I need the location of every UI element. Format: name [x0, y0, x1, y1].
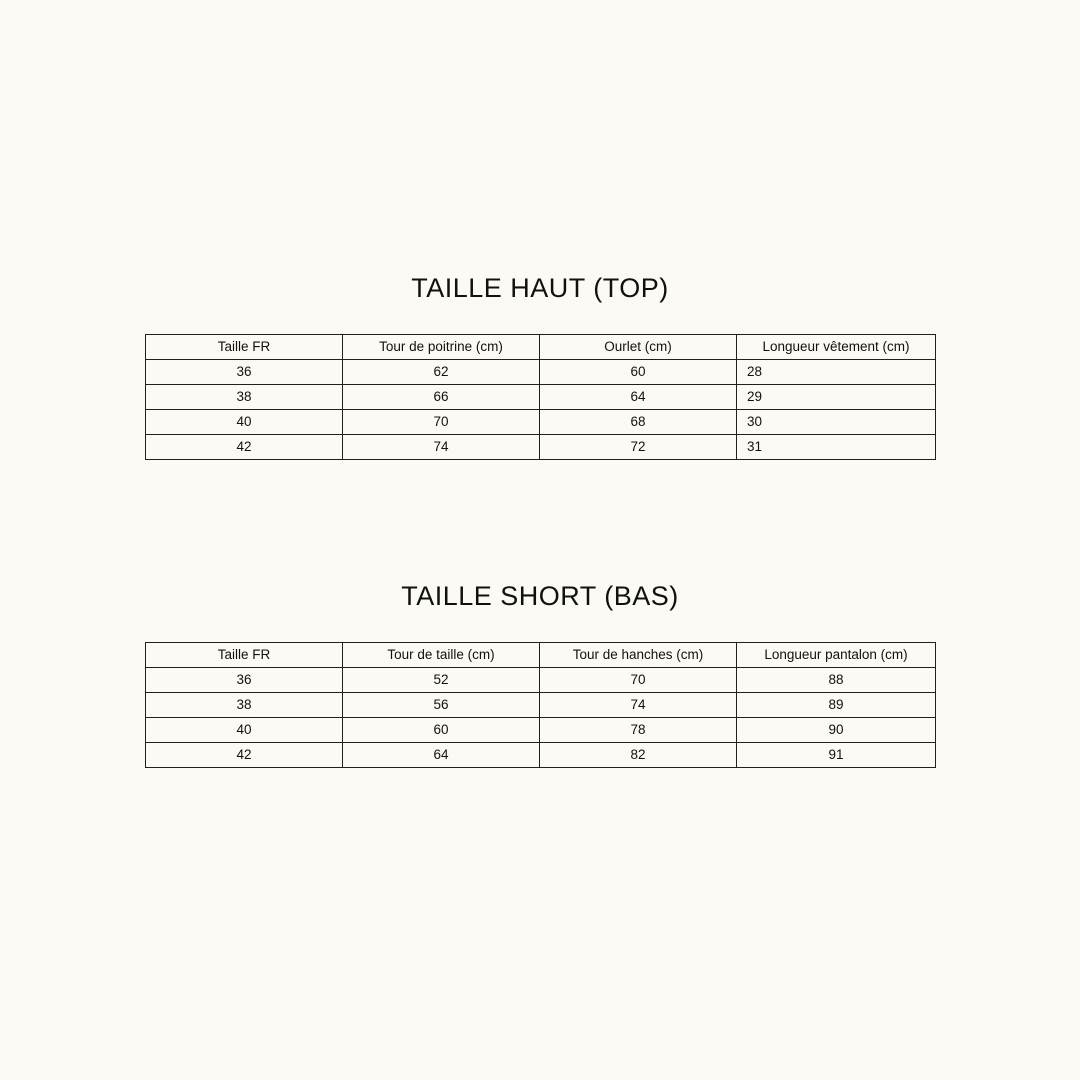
cell-value: 91 — [737, 743, 936, 768]
table-row — [146, 410, 936, 435]
cell-value: 88 — [737, 668, 936, 693]
cell-size: 40 — [146, 718, 343, 743]
table-header-row — [146, 335, 936, 360]
table-row — [146, 718, 936, 743]
table-row — [146, 360, 936, 385]
cell-size: 42 — [146, 743, 343, 768]
cell-value: 68 — [540, 410, 737, 435]
cell-value: 78 — [540, 718, 737, 743]
cell-value: 31 — [737, 435, 936, 460]
table-header-row — [146, 643, 936, 668]
cell-value: 30 — [737, 410, 936, 435]
section-title-bottom: TAILLE SHORT (BAS) — [401, 581, 679, 611]
cell-value: 74 — [343, 435, 540, 460]
section-title-top: TAILLE HAUT (TOP) — [411, 273, 669, 303]
cell-value: 29 — [737, 385, 936, 410]
cell-value: 70 — [343, 410, 540, 435]
column-header: Taille FR — [146, 643, 343, 668]
cell-size: 36 — [146, 360, 343, 385]
cell-value: 62 — [343, 360, 540, 385]
cell-value: 60 — [343, 718, 540, 743]
column-header: Longueur vêtement (cm) — [737, 335, 936, 360]
cell-value: 56 — [343, 693, 540, 718]
table-row — [146, 385, 936, 410]
cell-size: 36 — [146, 668, 343, 693]
column-header: Taille FR — [146, 335, 343, 360]
table-row — [146, 668, 936, 693]
column-header: Ourlet (cm) — [540, 335, 737, 360]
cell-value: 74 — [540, 693, 737, 718]
cell-value: 66 — [343, 385, 540, 410]
column-header: Tour de taille (cm) — [343, 643, 540, 668]
table-row — [146, 435, 936, 460]
cell-size: 38 — [146, 693, 343, 718]
cell-value: 64 — [343, 743, 540, 768]
size-section-bottom — [145, 580, 935, 768]
cell-value: 90 — [737, 718, 936, 743]
cell-value: 72 — [540, 435, 737, 460]
cell-value: 64 — [540, 385, 737, 410]
size-table-bottom — [145, 642, 936, 768]
column-header: Tour de poitrine (cm) — [343, 335, 540, 360]
table-row — [146, 743, 936, 768]
cell-value: 60 — [540, 360, 737, 385]
table-row — [146, 693, 936, 718]
size-table-top — [145, 334, 936, 460]
cell-value: 52 — [343, 668, 540, 693]
size-section-top — [145, 272, 935, 460]
column-header: Tour de hanches (cm) — [540, 643, 737, 668]
cell-value: 70 — [540, 668, 737, 693]
column-header: Longueur pantalon (cm) — [737, 643, 936, 668]
cell-size: 38 — [146, 385, 343, 410]
cell-size: 40 — [146, 410, 343, 435]
cell-value: 89 — [737, 693, 936, 718]
cell-size: 42 — [146, 435, 343, 460]
cell-value: 82 — [540, 743, 737, 768]
cell-value: 28 — [737, 360, 936, 385]
